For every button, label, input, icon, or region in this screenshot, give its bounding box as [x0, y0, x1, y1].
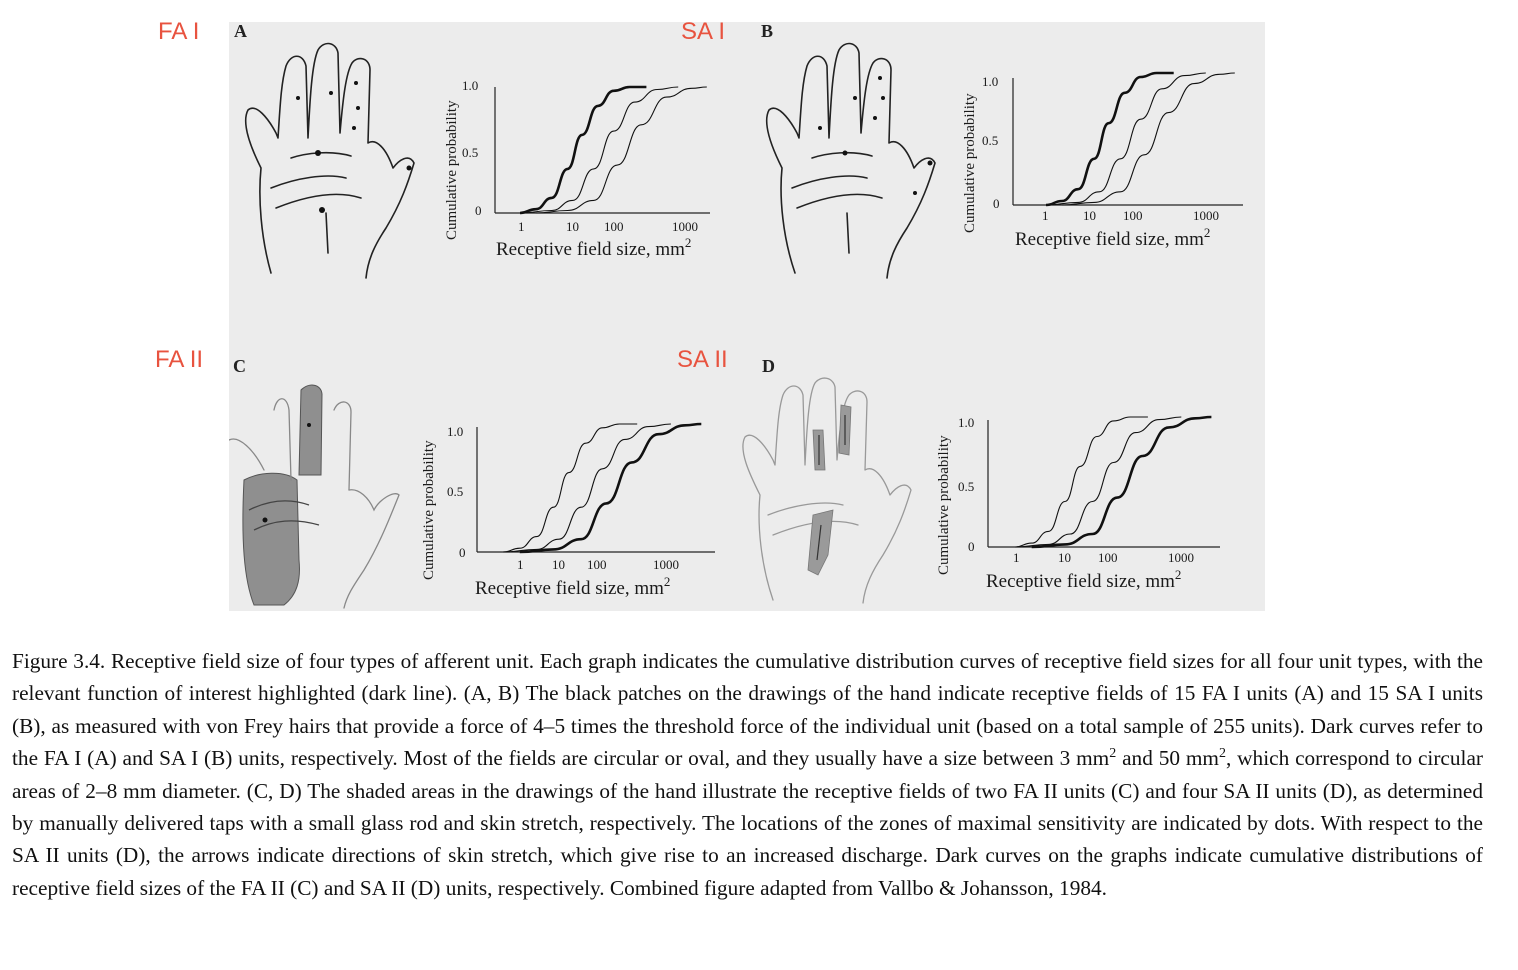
- y-tick-c-0: 0: [459, 545, 466, 560]
- panel-letter-a: A: [234, 21, 247, 41]
- caption-part-2: and 50 mm: [1116, 746, 1219, 771]
- plot-d: [930, 395, 1250, 595]
- cdf-curve-d-2-highlighted: [1032, 417, 1212, 547]
- y-axis-label-b: Cumulative probability: [962, 93, 978, 233]
- panel-tag-sa2: SA II: [677, 346, 728, 373]
- y-tick-a-05: 0.5: [462, 145, 479, 160]
- x-axis-label-d: Receptive field size, $mm^2$: [986, 567, 1182, 592]
- hand-drawing-a: [236, 38, 436, 283]
- y-tick-a-0: 0: [475, 203, 482, 218]
- hand-drawing-d: [733, 375, 933, 605]
- figure-caption: [12, 645, 1483, 904]
- curves-a: [520, 87, 707, 213]
- y-axis-label-c: Cumulative probability: [421, 440, 437, 580]
- x-tick-c-10: 10: [552, 557, 565, 572]
- caption-part-3: , which correspond to circular areas of 2–8 mm diameter. (C, D) The shaded areas in the drawings of the hand illustrate the receptive fields of two FA II units (C) and four SA II units (D), as determined by manually delivered taps with a small glass rod and skin stretch, respectively. The locations of the zones of maximal sensitivity are indicated by dots. With respect to the SA II units (D), the arrows indicate directions of skin stretch, which give rise to an increased discharge. Dark curves on the graphs indicate cumulative distributions of receptive field sizes of the FA II (C) and SA II (D) units, respectively. Combined figure adapted from Vallbo & Johansson, 1984.: [12, 746, 1483, 900]
- x-tick-b-1000: 1000: [1193, 208, 1219, 223]
- x-axis-label-a: Receptive field size, $mm^2$: [496, 235, 692, 260]
- x-tick-c-1: 1: [517, 557, 524, 572]
- curves-c: [503, 424, 701, 552]
- x-tick-a-10: 10: [566, 219, 579, 234]
- x-tick-d-1000: 1000: [1168, 550, 1194, 565]
- caption-sup-2: 2: [1219, 746, 1226, 762]
- panel-tag-sa1: SA I: [681, 18, 726, 45]
- plot-c: [415, 402, 725, 602]
- curves-d: [1015, 417, 1211, 547]
- cdf-curve-c-2-highlighted: [520, 424, 702, 552]
- x-tick-d-1: 1: [1013, 550, 1020, 565]
- x-tick-d-100: 100: [1098, 550, 1118, 565]
- cdf-curve-a-2: [536, 87, 707, 213]
- x-tick-b-1: 1: [1042, 208, 1049, 223]
- x-tick-b-100: 100: [1123, 208, 1143, 223]
- y-tick-b-1: 1.0: [982, 74, 999, 89]
- caption-part-1: Figure 3.4. Receptive field size of four types of afferent unit. Each graph indicates the cumulative distribution curves of receptive field sizes for all four unit types, with the relevant function of interest highlighted (dark line). (A, B) The black patches on the drawings of the hand indicate receptive fields of 15 FA I units (A) and 15 SA I units (B), as measured with von Frey hairs that provide a force of 4–5 times the threshold force of the individual unit (based on a total sample of 255 units). Dark curves refer to the FA I (A) and SA I (B) units, respectively. Most of the fields are circular or oval, and they usually have a size between 3 mm: [12, 649, 1483, 771]
- x-tick-a-1: 1: [518, 219, 525, 234]
- y-tick-b-05: 0.5: [982, 133, 999, 148]
- plot-b: [958, 58, 1268, 258]
- y-tick-c-05: 0.5: [447, 484, 464, 499]
- hand-drawing-c: [229, 380, 429, 610]
- panel-letter-c: C: [233, 356, 246, 376]
- plot-a: [440, 65, 740, 275]
- x-tick-c-100: 100: [587, 557, 607, 572]
- panel-tag-fa2: FA II: [155, 346, 204, 373]
- y-tick-d-0: 0: [968, 539, 975, 554]
- cdf-curve-b-2: [1062, 73, 1235, 205]
- panel-tag-fa1: FA I: [158, 18, 200, 45]
- x-tick-a-1000: 1000: [672, 219, 698, 234]
- x-tick-a-100: 100: [604, 219, 624, 234]
- y-axis-label-d: Cumulative probability: [936, 435, 952, 575]
- y-tick-a-1: 1.0: [462, 78, 479, 93]
- y-axis-label-a: Cumulative probability: [444, 100, 460, 240]
- x-tick-d-10: 10: [1058, 550, 1071, 565]
- x-axis-label-c: Receptive field size, $mm^2$: [475, 574, 671, 599]
- y-tick-c-1: 1.0: [447, 424, 464, 439]
- y-tick-d-05: 0.5: [958, 479, 975, 494]
- curves-b: [1046, 73, 1235, 205]
- x-axis-label-b: Receptive field size, $mm^2$: [1015, 225, 1211, 250]
- y-tick-b-0: 0: [993, 196, 1000, 211]
- x-tick-b-10: 10: [1083, 208, 1096, 223]
- hand-drawing-b: [755, 38, 955, 283]
- caption-sup-1: 2: [1109, 746, 1117, 762]
- panel-letter-d: D: [762, 356, 775, 376]
- y-tick-d-1: 1.0: [958, 415, 975, 430]
- x-tick-c-1000: 1000: [653, 557, 679, 572]
- panel-letter-b: B: [761, 21, 774, 41]
